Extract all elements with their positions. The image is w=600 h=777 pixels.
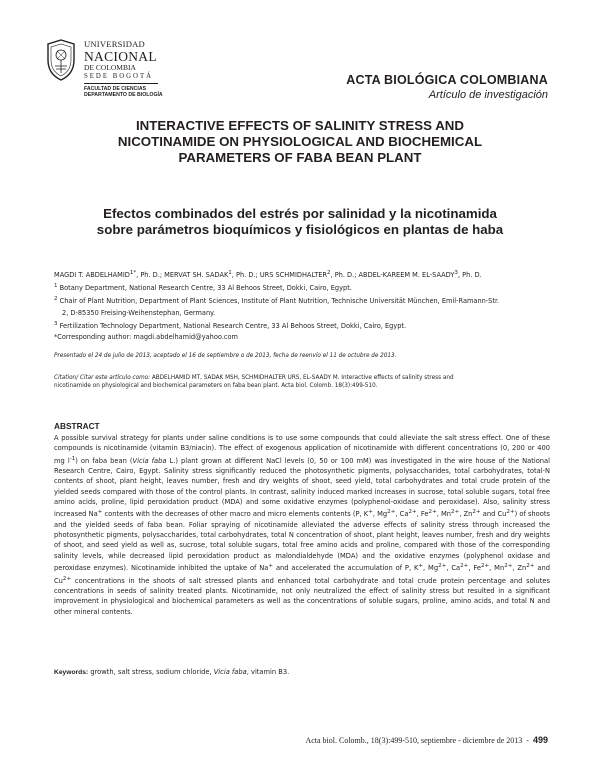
university-name-line1: UNIVERSIDAD — [84, 39, 145, 49]
abstract-heading: ABSTRACT — [54, 421, 100, 431]
abstract-sup: 2+ — [526, 563, 535, 570]
faculty-line2: DEPARTAMENTO DE BIOLOGÍA — [84, 92, 163, 98]
faculty-name — [84, 86, 163, 98]
abstract-text: and Cu — [54, 564, 550, 585]
university-campus: SEDE BOGOTÁ — [84, 72, 154, 80]
title-spanish-line2: sobre parámetros bioquímicos y fisiológicos en plantas de haba — [96, 222, 504, 237]
abstract-sup: 2+ — [460, 563, 469, 570]
abstract-text: , Ca — [395, 510, 409, 519]
title-english-line3: PARAMETERS OF FABA BEAN PLANT — [178, 150, 422, 165]
abstract-text: , Fe — [416, 510, 429, 519]
affiliation-text: Botany Department, National Research Centre, 33 Al Behoos Street, Dokki, Cairo, Egypt. — [59, 284, 352, 293]
title-spanish-line1: Efectos combinados del estrés por salinidad y la nicotinamida — [103, 206, 497, 221]
abstract-text: , Mn — [489, 564, 505, 573]
abstract-text: , Zn — [512, 564, 527, 573]
author-list — [54, 268, 550, 281]
affiliation-text-cont: 2, D-85350 Freising-Weihenstephan, Germany. — [62, 308, 216, 317]
abstract-text: , Mg — [372, 510, 388, 519]
abstract-text: , Mn — [436, 510, 452, 519]
citation-line1 — [54, 374, 550, 382]
title-english-line1: INTERACTIVE EFFECTS OF SALINITY STRESS AND — [135, 118, 464, 133]
university-seal-icon — [44, 38, 78, 82]
abstract-text: ) of shoots and the yielded seeds of faba bean. Foliar spraying of nicotinamide alleviated the adverse effects of salinity stress through increased the photosynthetic pigments, polysaccharides, total carbohydrates, total N concentration of shoot, plant height, leaves number, fresh and dry weights of shoot, and seed yield as well as, sucrose, total soluble sugars, total free amino acids and proline, compared with those of the corresponding salinity levels, while decreased lipid peroxidation product as malondialdehyde (MDA) and the oxidative enzymes (polyphenol oxidase and peroxidase enzymes). Nicotinamide inhibited the uptake of Na — [54, 510, 550, 573]
abstract-text: , Ca — [446, 564, 461, 573]
keyword-species: Vicia faba — [213, 668, 247, 676]
abstract-text: and accelerated the accumulation of P, K — [273, 564, 419, 573]
citation-label: Citation/ Citar este artículo como: — [54, 375, 151, 381]
abstract-text: contents with the decreases of other macro and micro elements contents (P, K — [102, 510, 369, 519]
author-superscript: 1 — [228, 270, 232, 276]
journal-name: ACTA BIOLÓGICA COLOMBIANA — [346, 73, 548, 87]
abstract-sup: 2+ — [506, 509, 515, 516]
keywords-text: , vitamin B3. — [246, 668, 290, 676]
keywords-label: Keywords: — [54, 669, 89, 676]
author-superscript: 1* — [129, 270, 137, 276]
abstract-sup: 2+ — [408, 509, 417, 516]
abstract-sup: + — [368, 509, 373, 516]
abstract-sup: + — [268, 563, 274, 570]
affiliation-2 — [54, 294, 550, 318]
author-degree: , Ph. D.; — [231, 271, 260, 280]
footer-dash: - — [526, 736, 529, 745]
page-number: 499 — [532, 735, 548, 745]
university-name-line2: NACIONAL — [84, 48, 157, 64]
journal-header — [346, 73, 548, 101]
title-spanish — [40, 206, 560, 238]
affiliation-number: 2 — [54, 296, 58, 303]
citation-block — [54, 374, 550, 390]
abstract-text: and Cu — [480, 510, 507, 519]
university-name — [84, 40, 157, 80]
author-name: MERVAT SH. SADAK — [164, 271, 229, 280]
affiliation-text: Chair of Plant Nutrition, Department of Plant Sciences, Institute of Plant Nutrition, Technische Universität München, Emil-Ramann-Str. — [59, 297, 500, 306]
faculty-line1: FACULTAD DE CIENCIAS — [84, 86, 147, 92]
keywords-text: growth, salt stress, sodium chloride, — [88, 668, 214, 676]
abstract-text: concentrations in the shoots of salt stressed plants and enhanced total carbohydrate and total crude protein percentage and solutes concentrations in seeds of salinity treated plants. Nicotinamide, not only neutralized the effect of salinity stress but resulted in a significant improvement in physiological and biochemical parameters as well as the concentrations of soluble sugars, proline, amino acids, and total N and other mineral contents. — [54, 576, 550, 616]
author-degree: , Ph. D. — [457, 271, 482, 280]
dates-text: Presentado el 24 de julio de 2013, aceptado el 16 de septiembre o de 2013, fecha de reenvío el 11 de octubre de 2013. — [54, 353, 397, 359]
logo-divider — [84, 83, 158, 84]
abstract-sup: + — [97, 509, 103, 516]
submission-dates — [54, 352, 550, 360]
abstract-text: , Mg — [423, 564, 439, 573]
affiliation-text: Fertilization Technology Department, National Research Centre, 33 Al Behoos Street, Dokki, Cairo, Egypt. — [59, 321, 407, 330]
author-name: MAGDI T. ABDELHAMID — [54, 271, 130, 280]
author-name: ABDEL-KAREEM M. EL-SAADY — [358, 271, 455, 280]
abstract-sup: 2+ — [480, 563, 490, 570]
university-logo — [44, 38, 164, 108]
footer-citation: Acta biol. Colomb., 18(3):499-510, septiembre - diciembre de 2013 — [305, 736, 523, 745]
article-type: Artículo de investigación — [428, 89, 548, 101]
citation-text: ABDELHAMID MT, SADAK MSH, SCHMIDHALTER URS, EL-SAADY M. Interactive effects of salinity stress and — [150, 375, 454, 381]
abstract-sup: 2+ — [504, 563, 513, 570]
abstract-sup: + — [418, 563, 424, 570]
page-footer — [305, 735, 548, 745]
abstract-text: A possible survival strategy for plants under saline conditions is to use some compounds that could alleviate the salt stress effect. One of these compounds is nicotinamide (vitamin B3/niacin). The effect of exogenous application of nicotinamide with different concentrations (0, 200 or 400 mg l — [54, 434, 550, 465]
author-superscript: 2 — [327, 270, 331, 276]
abstract-body — [54, 433, 550, 617]
author-superscript: 3 — [454, 270, 458, 276]
title-english — [40, 118, 560, 166]
keywords-line — [54, 668, 550, 676]
abstract-text: L.) plant grown at different NaCl levels (0, 50 or 100 mM) was investigated in the wire house of the National Research Centre, Cairo, Egypt. Salinity stress significantly reduced the photosynthetic pigments, polysaccharides, total carbohydrates, total-N contents of shoot, plant height, leaves number, fresh and dry weights of shoot, seed yield, total carbohydrates and total crude protein of the yielded seeds compared with those of the control plants. In contrast, salinity induced marked increases in sucrose, total soluble sugars, total free amino acids, proline, lipid peroxidation product (MDA) and some oxidative enzymes (polyphenol-oxidase and peroxidase). Also, salinity stress increased Na — [54, 456, 550, 519]
abstract-sup: 2+ — [428, 509, 437, 516]
affiliation-1 — [54, 281, 550, 294]
abstract-sup: 2+ — [472, 509, 481, 516]
abstract-sup: 2+ — [387, 509, 396, 516]
affiliation-3 — [54, 319, 550, 332]
citation-line2: nicotinamide on physiological and biochemical parameters on faba bean plant. Acta biol. Colomb. 18(3):499-510. — [54, 383, 378, 389]
author-degree: , Ph. D.; — [136, 271, 165, 280]
species-name: Vicia faba — [132, 456, 167, 465]
author-degree: , Ph. D.; — [330, 271, 359, 280]
abstract-sup: -1 — [69, 455, 76, 462]
abstract-sup: 2+ — [438, 563, 447, 570]
abstract-text: ) on faba bean ( — [75, 456, 133, 465]
abstract-sup: 2+ — [451, 509, 460, 516]
university-name-line3: DE COLOMBIA — [84, 63, 136, 73]
abstract-sup: 2+ — [62, 575, 72, 582]
authors-block — [54, 268, 550, 343]
affiliation-number: 3 — [54, 320, 58, 327]
title-english-line2: NICOTINAMIDE ON PHYSIOLOGICAL AND BIOCHEMICAL — [117, 134, 483, 149]
corresponding-author: *Corresponding author: magdi.abdelhamid@yahoo.com — [54, 332, 238, 341]
affiliation-number: 1 — [54, 283, 58, 290]
abstract-text: , Fe — [468, 564, 481, 573]
author-name: URS SCHMIDHALTER — [259, 271, 327, 280]
abstract-text: , Zn — [459, 510, 473, 519]
